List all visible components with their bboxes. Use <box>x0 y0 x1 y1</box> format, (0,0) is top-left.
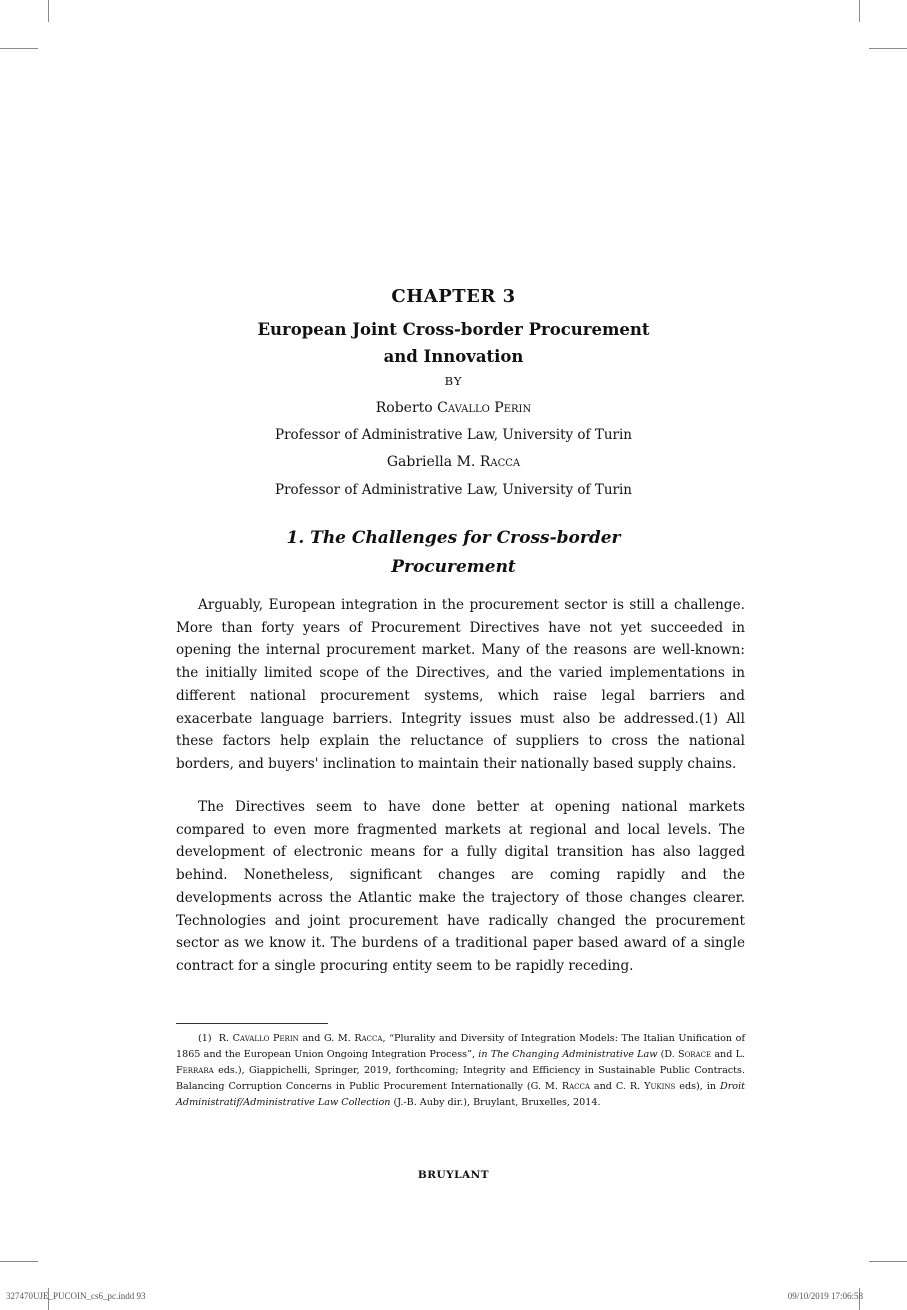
footnote-author: Yukins <box>644 1081 676 1092</box>
footnote-marker: (1) <box>198 1033 212 1044</box>
author-name <box>0 454 907 470</box>
chapter-number: CHAPTER 3 <box>391 286 516 307</box>
chapter-title-line: and Innovation <box>383 347 524 366</box>
crop-mark <box>0 1261 38 1262</box>
author-last-name: Racca <box>479 454 521 470</box>
print-slug-file: 327470UJE_PUCOIN_cs6_pc.indd 93 <box>6 1291 146 1301</box>
footnote-author: Racca <box>354 1033 383 1044</box>
footnote-text: R. <box>218 1033 233 1044</box>
footnote-text: eds.), Giappichelli, Springer, 2019, forthcoming; Integrity and Efficiency in Sustainable Public Contracts. Balancing Corruption Concerns in Public Procurement Internationally (G. M. <box>176 1065 745 1092</box>
footnote-text: and C. R. <box>589 1081 645 1092</box>
footnote-text: (D. <box>657 1049 678 1060</box>
footnote-separator <box>176 1023 328 1024</box>
section-title-line: 1. The Challenges for Cross-border <box>286 528 621 548</box>
author-last-name: Cavallo Perin <box>437 400 532 416</box>
author-first-name: Gabriella M. <box>386 454 476 470</box>
author-name <box>0 400 907 416</box>
section-title-line: Procurement <box>391 557 516 577</box>
paragraph-text: Arguably, European integration in the procurement sector is still a challenge. More than forty years of Procurement Directives have not yet succeeded in opening the internal procurement market. Many of the reasons are well-known: the initially limited scope of the Directives, and the varied implementations in different national procurement systems, which raise legal barriers and exacerbate language barriers. Integrity issues must also be addressed.(1) All these factors help explain the reluctance of suppliers to cross the national borders, and buyers' inclination to maintain their nationally based supply chains. <box>176 597 745 772</box>
footnote-author: Racca <box>561 1081 590 1092</box>
crop-mark <box>859 0 860 22</box>
crop-mark <box>0 48 38 49</box>
footnote-author: Cavallo Perin <box>232 1033 299 1044</box>
section-title <box>0 524 907 582</box>
print-slug-timestamp: 09/10/2019 17:06:58 <box>787 1291 863 1301</box>
publisher-name: BRUYLANT <box>417 1169 490 1181</box>
paragraph-text: The Directives seem to have done better at opening national markets compared to even more fragmented markets at regional and local levels. The development of electronic means for a fully digital transition has also lagged behind. Nonetheless, significant changes are coming rapidly and the developments across the Atlantic make the trajectory of those changes clearer. Technologies and joint procurement have radically changed the procurement sector as we know it. The burdens of a traditional paper based award of a single contract for a single procuring entity seem to be rapidly receding. <box>176 799 745 974</box>
body-paragraph <box>176 796 745 978</box>
chapter-title <box>0 316 907 370</box>
body-paragraph <box>176 594 745 776</box>
footnote-book-title: Droit Administratif/Administrative Law Collection <box>176 1081 745 1108</box>
footnote <box>176 1031 745 1111</box>
footnote-text: eds), in <box>675 1081 721 1092</box>
crop-mark <box>48 0 49 22</box>
crop-mark <box>869 1261 907 1262</box>
footnote-text: and L. <box>711 1049 745 1060</box>
author-first-name: Roberto <box>375 400 433 416</box>
footnote-text: (J.-B. Auby dir.), Bruylant, Bruxelles, 2014. <box>390 1097 601 1108</box>
footnote-book-title: in The Changing Administrative Law <box>478 1049 658 1060</box>
author-affiliation: Professor of Administrative Law, University of Turin <box>275 427 632 443</box>
footnote-text: , “Plurality and Diversity of Integration Models: The Italian Unification of 1865 and the European Union Ongoing Integration Process”, <box>176 1033 745 1060</box>
by-label: BY <box>444 374 463 388</box>
chapter-title-line: European Joint Cross-border Procurement <box>257 320 650 339</box>
crop-mark <box>869 48 907 49</box>
footnote-author: Ferrara <box>176 1065 214 1076</box>
footnote-author: Sorace <box>678 1049 712 1060</box>
author-affiliation: Professor of Administrative Law, University of Turin <box>275 482 632 498</box>
footnote-text: and G. M. <box>298 1033 355 1044</box>
